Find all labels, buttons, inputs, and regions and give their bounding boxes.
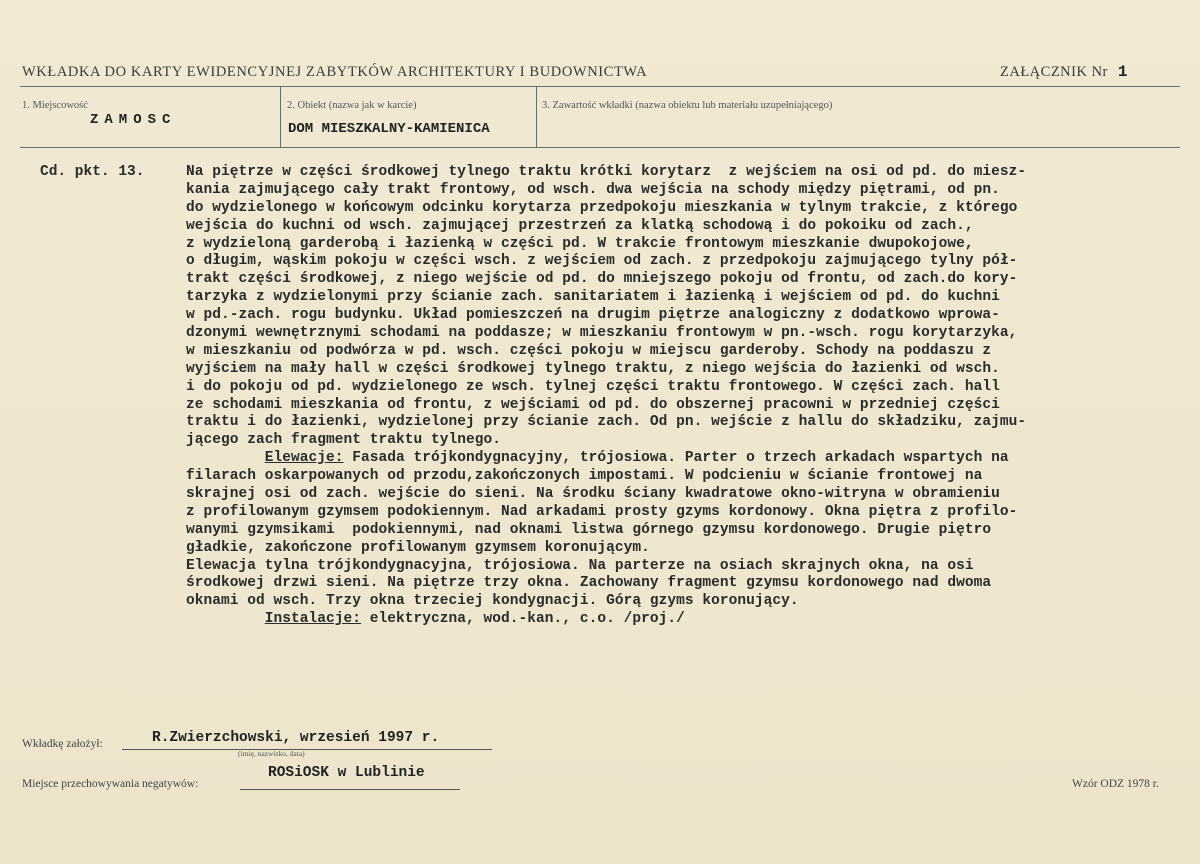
installations-heading: Instalacje: xyxy=(264,611,362,628)
storage-value: ROSiOSK w Lublinie xyxy=(268,765,425,781)
storage-label: Miejsce przechowywania negatywów: xyxy=(22,778,199,790)
card-title: WKŁADKA DO KARTY EWIDENCYJNEJ ZABYTKÓW ARCHITEKTURY I BUDOWNICTWA xyxy=(22,64,648,80)
text-line: Elewacja tylna trójkondygnacyjna, trójosiowa. Na parterze na osiach skrajnych okna, na osi xyxy=(186,557,974,574)
text-line: o długim, wąskim pokoju w części wsch. z wejściem od zach. z przedpokoju zajmującego tylny pół- xyxy=(186,253,1018,270)
text-line: z wydzieloną garderobą i łazienką w części pd. W trakcie frontowym mieszkanie dwupokojowe, xyxy=(186,235,974,252)
form-template-note: Wzór ODZ 1978 r. xyxy=(1072,778,1159,790)
text-line: w mieszkaniu od podwórza w pd. wsch. części pokoju w miejscu garderoby. Schody na poddaszu z xyxy=(186,342,992,359)
locality-label: 1. Miejscowość xyxy=(22,100,88,111)
annex-label: ZAŁĄCZNIK Nr xyxy=(1000,64,1108,80)
author-value: R.Zwierzchowski, wrzesień 1997 r. xyxy=(152,730,440,746)
author-note: (imię, nazwisko, data) xyxy=(238,749,305,758)
text-line: filarach oskarpowanych od przodu,zakończonych impostami. W podcieniu w ścianie frontowej na xyxy=(186,468,983,485)
locality-value: ZAMOSC xyxy=(90,112,177,128)
text-line: do wydzielonego w końcowym odcinku korytarza przedpokoju mieszkania w tylnym trakcie, z którego xyxy=(186,199,1018,216)
installations-text: elektryczna, wod.-kan., c.o. /proj./ xyxy=(361,611,685,628)
text-line: oknami od wsch. Trzy okna trzeciej kondygnacji. Górą gzyms koronujący. xyxy=(186,593,799,610)
text-line: skrajnej osi od zach. wejście do sieni. Na środku ściany kwadratowe okno-witryna w obramieniu xyxy=(186,486,1000,503)
field-divider-2 xyxy=(536,87,537,147)
field-divider-1 xyxy=(280,87,281,147)
object-label: 2. Obiekt (nazwa jak w karcie) xyxy=(287,100,417,111)
text-line: tarzyka z wydzielonymi przy ścianie zach. sanitariatem i łazienką i wejściem od pd. do kuchni xyxy=(186,289,1000,306)
text-line: wanymi gzymsikami podokiennymi, nad oknami listwa górnego gzymsu kordonowego. Drugie piętro xyxy=(186,521,992,538)
header-divider xyxy=(20,86,1180,87)
description-text xyxy=(186,164,1026,629)
contents-label: 3. Zawartość wkładki (nazwa obiektu lub materiału uzupełniającego) xyxy=(542,100,833,111)
author-underline xyxy=(122,749,492,750)
text-line: kania zajmującego cały trakt frontowy, od wsch. dwa wejścia na schody między piętrami, od pn. xyxy=(186,181,1000,198)
elevation-heading: Elewacje: xyxy=(264,450,344,467)
point-reference: Cd. pkt. 13. xyxy=(40,164,145,180)
text-line: z profilowanym gzymsem podokiennym. Nad arkadami prosty gzyms kordonowy. Okna piętra z profilo- xyxy=(186,503,1018,520)
object-value: DOM MIESZKALNY-KAMIENICA xyxy=(288,121,490,137)
fields-divider xyxy=(20,147,1180,148)
elevation-first-text: Fasada trójkondygnacyjny, trójosiowa. Parter o trzech arkadach wspartych na xyxy=(343,450,1009,467)
text-line: trakt części środkowej, z niego wejście od pd. do mniejszego pokoju od frontu, od zach.do kory- xyxy=(186,271,1018,288)
installations-line xyxy=(186,611,1026,629)
text-line: Na piętrze w części środkowej tylnego traktu krótki korytarz z wejściem na osi od pd. do miesz- xyxy=(186,164,1027,180)
text-line: jącego zach fragment traktu tylnego. xyxy=(186,432,502,449)
text-line: dzonymi wewnętrznymi schodami na poddasze; w mieszkaniu frontowym w pn.-wsch. rogu korytarzyka, xyxy=(186,325,1018,342)
elevation-line xyxy=(186,450,1026,468)
text-line: ze schodami mieszkania od frontu, z wejściami od pd. do obszernej pracowni w przedniej części xyxy=(186,396,1000,413)
author-label: Wkładkę założył: xyxy=(22,738,103,750)
text-line: wyjściem na mały hall w części środkowej tylnego traktu, z niego wejścia do łazienki od wsch. xyxy=(186,360,1000,377)
annex-number: 1 xyxy=(1117,63,1128,81)
text-line: i do pokoju od pd. wydzielonego ze wsch. tylnej części traktu frontowego. W części zach. hall xyxy=(186,378,1000,395)
text-line: środkowej drzwi sieni. Na piętrze trzy okna. Zachowany fragment gzymsu kordonowego nad dwoma xyxy=(186,575,992,592)
text-line: traktu i do łazienki, wydzielonej przy ścianie zach. Od pn. wejście z hallu do składziku, zajmu- xyxy=(186,414,1027,431)
text-line: w pd.-zach. rogu budynku. Układ pomieszczeń na drugim piętrze analogiczny z dodatkowo wprowa- xyxy=(186,307,1000,324)
storage-underline xyxy=(240,789,460,790)
text-line: gładkie, zakończone profilowanym gzymsem koronującym. xyxy=(186,539,650,556)
annex-label-group xyxy=(1000,63,1128,81)
text-line: wejścia do kuchni od wsch. zajmującej przestrzeń za klatką schodową i do pokoiku od zach., xyxy=(186,217,974,234)
